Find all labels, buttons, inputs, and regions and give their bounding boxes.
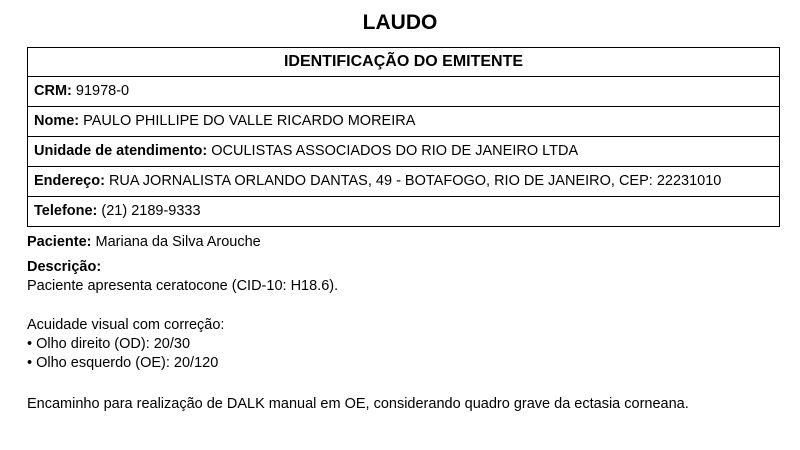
unit-label: Unidade de atendimento: — [34, 143, 208, 159]
phone-label: Telefone: — [34, 203, 98, 219]
issuer-unit-row — [28, 137, 779, 167]
issuer-table-header: IDENTIFICAÇÃO DO EMITENTE — [28, 48, 779, 77]
phone-value: (21) 2189-9333 — [101, 203, 201, 219]
acuity-left-eye: • Olho esquerdo (OE): 20/120 — [27, 355, 219, 371]
diagnosis-text: Paciente apresenta ceratocone (CID-10: H18.6). — [27, 278, 339, 294]
issuer-crm-row — [28, 77, 779, 107]
name-label: Nome: — [34, 113, 80, 129]
acuity-heading: Acuidade visual com correção: — [27, 317, 225, 333]
crm-label: CRM: — [34, 83, 72, 99]
referral-text: Encaminho para realização de DALK manual em OE, considerando quadro grave da ectasia corneana. — [27, 396, 689, 412]
acuity-right-eye: • Olho direito (OD): 20/30 — [27, 336, 191, 352]
name-value: PAULO PHILLIPE DO VALLE RICARDO MOREIRA — [83, 113, 416, 129]
crm-value: 91978-0 — [75, 83, 130, 99]
issuer-name-row — [28, 107, 779, 137]
description-label: Descrição: — [27, 259, 102, 275]
document-title: LAUDO — [362, 11, 438, 34]
address-value: RUA JORNALISTA ORLANDO DANTAS, 49 - BOTAFOGO, RIO DE JANEIRO, CEP: 22231010 — [108, 173, 722, 189]
patient-name: Mariana da Silva Arouche — [95, 234, 261, 250]
address-label: Endereço: — [34, 173, 105, 189]
unit-value: OCULISTAS ASSOCIADOS DO RIO DE JANEIRO LTDA — [211, 143, 579, 159]
issuer-identification-table — [27, 47, 780, 227]
patient-label: Paciente: — [27, 234, 92, 250]
issuer-address-row — [28, 167, 779, 197]
issuer-phone-row — [28, 197, 779, 226]
patient-line — [27, 233, 261, 252]
